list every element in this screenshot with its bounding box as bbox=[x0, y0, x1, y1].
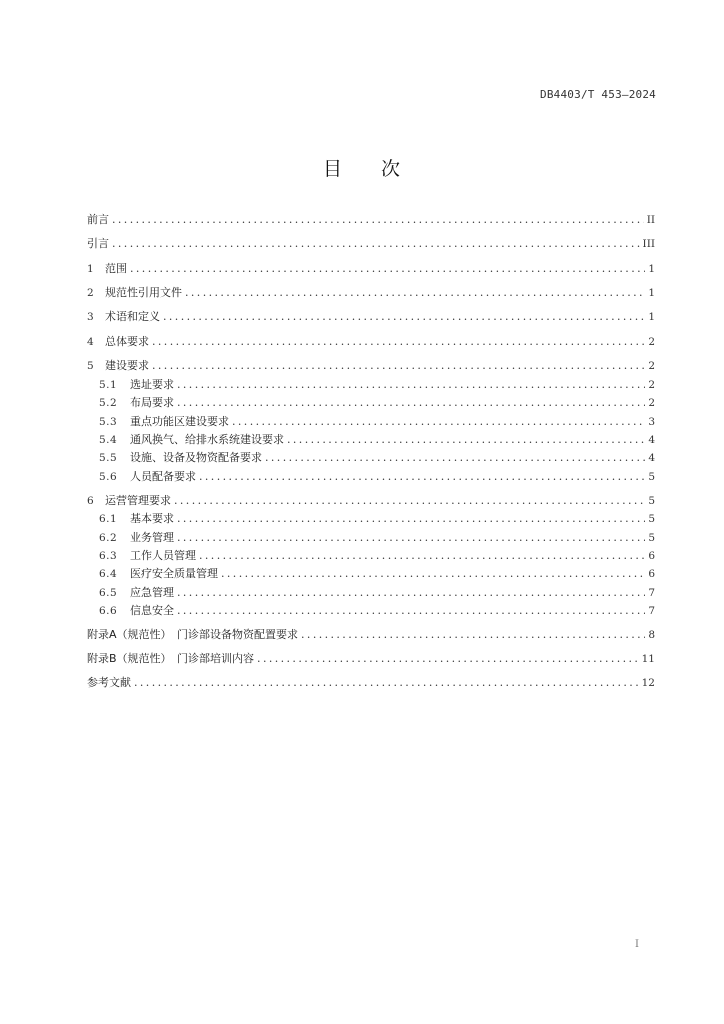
toc-entry-page: 4 bbox=[648, 452, 655, 464]
toc-leader-dots bbox=[130, 261, 645, 277]
toc-entry-label: 范围 bbox=[105, 262, 127, 275]
toc-entry-page: 4 bbox=[648, 434, 655, 446]
toc-entry-page: II bbox=[646, 214, 655, 226]
toc-entry[interactable] bbox=[87, 334, 655, 350]
toc-entry-label: 人员配备要求 bbox=[130, 470, 196, 483]
toc-entry-page: 2 bbox=[648, 397, 655, 409]
toc-leader-dots bbox=[221, 566, 645, 582]
toc-entry[interactable] bbox=[99, 450, 655, 466]
toc-entry[interactable] bbox=[99, 377, 655, 393]
toc-title bbox=[0, 154, 724, 181]
toc-entry-page: 1 bbox=[648, 263, 655, 275]
page-number: I bbox=[635, 939, 639, 950]
toc-entry[interactable] bbox=[87, 236, 655, 252]
toc-entry[interactable] bbox=[99, 585, 655, 601]
toc-entry-number: 4 bbox=[87, 336, 94, 348]
toc-leader-dots bbox=[152, 334, 645, 350]
toc-leader-dots bbox=[301, 627, 645, 643]
toc-entry-label: 业务管理 bbox=[130, 531, 174, 544]
toc-entry-page: 7 bbox=[648, 605, 655, 617]
toc-leader-dots bbox=[177, 585, 645, 601]
toc-leader-dots bbox=[163, 309, 645, 325]
toc-leader-dots bbox=[177, 603, 645, 619]
toc-entry-page: 2 bbox=[648, 379, 655, 391]
toc-leader-dots bbox=[134, 675, 639, 691]
toc-entry-page: 5 bbox=[648, 471, 655, 483]
toc-entry[interactable] bbox=[87, 285, 655, 301]
toc-entry-label: 引言 bbox=[87, 237, 109, 250]
toc-entry-label: 建设要求 bbox=[105, 359, 149, 372]
toc-entry[interactable] bbox=[99, 566, 655, 582]
toc-entry-label: 医疗安全质量管理 bbox=[130, 567, 218, 580]
toc-entry-number: 5.2 bbox=[99, 397, 118, 409]
toc-entry[interactable] bbox=[99, 603, 655, 619]
toc-entry-number: 5 bbox=[87, 360, 94, 372]
toc-entry-page: 2 bbox=[648, 336, 655, 348]
toc-title-char-2: 次 bbox=[381, 158, 402, 180]
toc-leader-dots bbox=[232, 414, 645, 430]
toc-entry-label: 重点功能区建设要求 bbox=[130, 415, 229, 428]
toc-entry-number: 2 bbox=[87, 287, 94, 299]
toc-entry[interactable] bbox=[99, 469, 655, 485]
toc-entry[interactable] bbox=[87, 261, 655, 277]
toc-leader-dots bbox=[185, 285, 645, 301]
toc-leader-dots bbox=[199, 469, 645, 485]
toc-entry-number: 6.1 bbox=[99, 513, 118, 525]
toc-title-char-1: 目 bbox=[322, 158, 343, 180]
toc-entry-label: 信息安全 bbox=[130, 604, 174, 617]
toc-entry-label: 附录A（规范性） 门诊部设备物资配置要求 bbox=[87, 628, 299, 641]
toc-entry[interactable] bbox=[99, 395, 655, 411]
toc-leader-dots bbox=[287, 432, 645, 448]
toc-entry-number: 5.6 bbox=[99, 471, 118, 483]
toc-leader-dots bbox=[265, 450, 645, 466]
toc-entry-page: 11 bbox=[641, 653, 655, 665]
toc-entry-label: 应急管理 bbox=[130, 586, 174, 599]
toc-entry[interactable] bbox=[87, 651, 655, 667]
toc-entry-label: 运营管理要求 bbox=[105, 494, 171, 507]
toc-entry-number: 5.3 bbox=[99, 416, 118, 428]
toc-entry-page: 6 bbox=[648, 568, 655, 580]
toc-entry-page: 5 bbox=[648, 513, 655, 525]
toc-leader-dots bbox=[174, 493, 645, 509]
toc-entry-number: 6.5 bbox=[99, 587, 118, 599]
toc-entry-label: 通风换气、给排水系统建设要求 bbox=[130, 433, 284, 446]
toc-entry-page: 3 bbox=[648, 416, 655, 428]
toc-entry-page: 7 bbox=[648, 587, 655, 599]
toc-entry-page: 8 bbox=[648, 629, 655, 641]
toc-entry-label: 设施、设备及物资配备要求 bbox=[130, 451, 262, 464]
toc-entry[interactable] bbox=[99, 432, 655, 448]
toc-entry[interactable] bbox=[99, 511, 655, 527]
toc-entry-number: 1 bbox=[87, 263, 94, 275]
toc-leader-dots bbox=[177, 511, 645, 527]
toc-entry-page: 2 bbox=[648, 360, 655, 372]
toc-entry-number: 3 bbox=[87, 311, 94, 323]
toc-entry-label: 附录B（规范性） 门诊部培训内容 bbox=[87, 652, 255, 665]
toc-entry-label: 工作人员管理 bbox=[130, 549, 196, 562]
toc-entry-label: 布局要求 bbox=[130, 396, 174, 409]
toc-entry[interactable] bbox=[99, 548, 655, 564]
toc-leader-dots bbox=[257, 651, 639, 667]
toc-leader-dots bbox=[199, 548, 645, 564]
toc-entry-page: 12 bbox=[641, 677, 655, 689]
toc-entry-page: 5 bbox=[648, 532, 655, 544]
toc-entry[interactable] bbox=[87, 675, 655, 691]
toc-leader-dots bbox=[112, 212, 644, 228]
toc-leader-dots bbox=[177, 377, 645, 393]
toc-entry-label: 前言 bbox=[87, 213, 109, 226]
toc-entry-label: 基本要求 bbox=[130, 512, 174, 525]
toc-entry[interactable] bbox=[87, 627, 655, 643]
toc-entry[interactable] bbox=[87, 358, 655, 374]
toc-leader-dots bbox=[152, 358, 645, 374]
toc-entry-page: III bbox=[642, 238, 655, 250]
toc-entry-number: 5.4 bbox=[99, 434, 118, 446]
toc-leader-dots bbox=[177, 530, 645, 546]
toc-entry-label: 术语和定义 bbox=[105, 310, 160, 323]
toc-entry-number: 6.2 bbox=[99, 532, 118, 544]
toc-entry[interactable] bbox=[99, 414, 655, 430]
toc-entry-number: 5.5 bbox=[99, 452, 118, 464]
toc-leader-dots bbox=[112, 236, 640, 252]
toc-entry-page: 6 bbox=[648, 550, 655, 562]
toc-entry[interactable] bbox=[99, 530, 655, 546]
toc-entry-number: 6.6 bbox=[99, 605, 118, 617]
toc-entry-label: 规范性引用文件 bbox=[105, 286, 182, 299]
toc-entry-number: 6 bbox=[87, 495, 94, 507]
toc-entry-label: 参考文献 bbox=[87, 676, 131, 689]
toc-entry[interactable] bbox=[87, 493, 655, 509]
toc-entry-label: 总体要求 bbox=[105, 335, 149, 348]
toc-leader-dots bbox=[177, 395, 645, 411]
toc-entry-number: 5.1 bbox=[99, 379, 118, 391]
document-code: DB4403/T 453—2024 bbox=[540, 88, 656, 101]
toc-entry[interactable] bbox=[87, 212, 655, 228]
toc-entry-number: 6.3 bbox=[99, 550, 118, 562]
toc-entry-page: 1 bbox=[648, 287, 655, 299]
toc-entry-label: 选址要求 bbox=[130, 378, 174, 391]
toc-entry[interactable] bbox=[87, 309, 655, 325]
toc-entry-page: 1 bbox=[648, 311, 655, 323]
toc-entry-page: 5 bbox=[648, 495, 655, 507]
toc-entry-number: 6.4 bbox=[99, 568, 118, 580]
